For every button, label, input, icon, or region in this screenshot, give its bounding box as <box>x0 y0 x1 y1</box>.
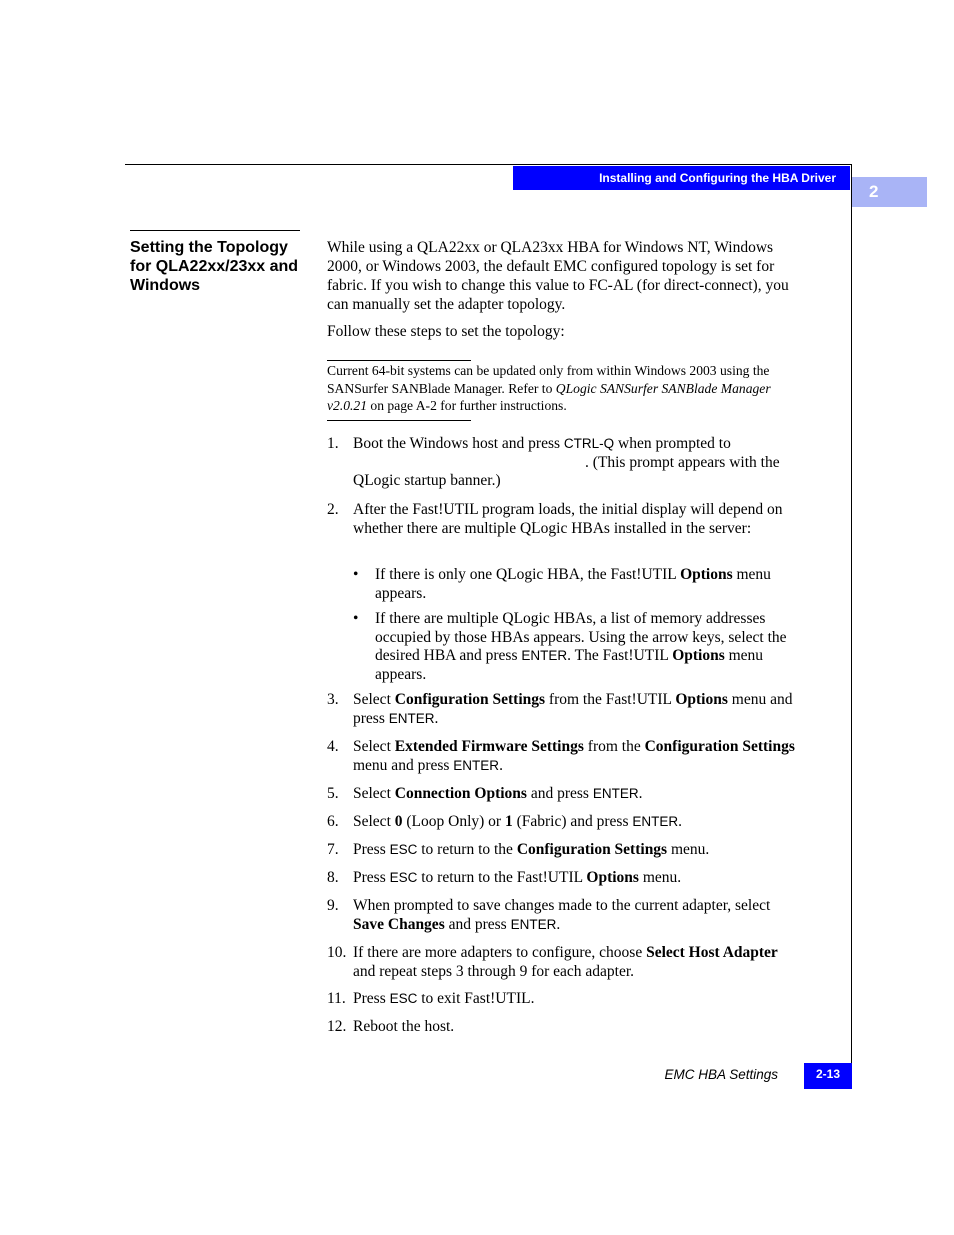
step-text <box>353 435 803 491</box>
bullet-dot: • <box>353 610 359 627</box>
step-5 <box>327 785 803 804</box>
step-number: 11. <box>327 990 346 1007</box>
note-rule-top <box>327 360 471 361</box>
step-9 <box>327 897 803 934</box>
step-text: Reboot the host. <box>353 1018 455 1035</box>
key-name: ESC <box>389 870 418 885</box>
chapter-tab: 2 <box>852 177 927 207</box>
step-text: After the Fast!UTIL program loads, the initial display will depend on whether there are multiple QLogic HBAs installed in the server: <box>353 501 783 537</box>
key-name: ESC <box>389 842 418 857</box>
step-text-part: Select <box>353 785 395 802</box>
step-text <box>353 990 803 1009</box>
margin-rule <box>851 164 852 1089</box>
step-3 <box>327 691 803 728</box>
step-text-part: . <box>499 756 503 774</box>
intro-paragraph: While using a QLA22xx or QLA23xx HBA for Windows NT, Windows 2000, or Windows 2003, the default EMC configured topology is set for fabric. If you wish to change this value to FC-AL (for direct-connect), you can manually set the adapter topology. <box>327 239 789 313</box>
step-text-part: . <box>678 813 682 830</box>
step-text <box>353 813 803 832</box>
step-text-part: Select <box>353 691 395 708</box>
step-number: 5. <box>327 785 339 802</box>
menu-name: Extended Firmware Settings <box>394 738 584 755</box>
menu-name: Options <box>680 566 733 583</box>
step-number: 1. <box>327 435 339 452</box>
menu-name: Select Host Adapter <box>646 944 778 961</box>
step-7 <box>327 841 803 860</box>
step-text-part: to return to the <box>417 841 517 858</box>
step-text-part: and press <box>526 785 593 802</box>
step-6 <box>327 813 803 832</box>
step-number: 7. <box>327 841 339 858</box>
step-text <box>353 897 803 934</box>
step-number: 6. <box>327 813 339 830</box>
step-text <box>353 738 803 775</box>
step-text-part: . <box>638 785 643 802</box>
step-text-part: Press <box>353 869 390 886</box>
step-text-part: Press <box>353 990 390 1007</box>
section-heading-rule <box>130 230 300 231</box>
step-text-part: from the Fast!UTIL <box>545 691 676 708</box>
bullet-text-part: If there is only one QLogic HBA, the Fast!UTIL <box>375 566 681 583</box>
menu-name: Configuration Settings <box>644 738 795 755</box>
step-11 <box>327 990 803 1009</box>
footer-label: EMC HBA Settings <box>664 1067 778 1082</box>
step-1 <box>327 435 803 491</box>
step-number: 10. <box>327 944 347 961</box>
step-text-part: (Loop Only) or <box>402 813 505 830</box>
bullet-text-part: menu appears. <box>375 647 764 683</box>
menu-name: Options <box>672 647 725 664</box>
key-name: ENTER <box>510 916 557 932</box>
menu-name: Options <box>586 869 639 886</box>
step-text-part: Select <box>353 738 395 755</box>
step-text-part: menu. <box>667 841 710 858</box>
key-name: CTRL-Q <box>563 436 615 451</box>
step-text-part: . (This prompt appears with the QLogic startup banner.) <box>353 453 780 489</box>
step-text-part: from the <box>583 738 645 755</box>
step-text-part: . <box>556 915 561 933</box>
step-text-part: to return to the Fast!UTIL <box>417 869 587 886</box>
bullet-text-part: . The Fast!UTIL <box>567 647 673 664</box>
menu-name: Connection Options <box>394 785 527 802</box>
note-rule-bottom <box>327 420 471 421</box>
step-number: 3. <box>327 691 339 708</box>
step-number: 4. <box>327 738 339 755</box>
step-text-part: If there are more adapters to configure, choose <box>353 944 647 961</box>
step-text-part: menu and press <box>353 756 454 774</box>
option-value: 1 <box>504 813 513 830</box>
key-name: ESC <box>389 991 418 1006</box>
bullet-text-part: If there are multiple QLogic HBAs, a list of memory addresses occupied by those HBAs appears. Using the arrow keys, select the desired HBA and press <box>375 610 787 664</box>
header-rule <box>125 164 852 165</box>
key-name: ENTER <box>632 814 679 829</box>
section-heading: Setting the Topology for QLA22xx/23xx and Windows <box>130 239 299 294</box>
key-name: ENTER <box>453 757 500 773</box>
step-12 <box>327 1018 803 1037</box>
step-text <box>353 691 803 728</box>
step-8 <box>327 869 803 888</box>
step-number: 8. <box>327 869 339 886</box>
step-text <box>353 785 803 804</box>
note-text: Current 64-bit systems can be updated only from within Windows 2003 using the SANSurfer SANBlade Manager. Refer to <box>327 363 770 396</box>
step-text-part: When prompted to save changes made to the current adapter, select <box>353 897 771 914</box>
step-text-part: . <box>434 709 439 727</box>
bullet-text-part: menu appears. <box>375 566 771 602</box>
step-text-part: to exit Fast!UTIL. <box>417 990 535 1007</box>
step-text-part: Select <box>353 813 395 830</box>
step-number: 9. <box>327 897 339 914</box>
step-text <box>353 841 803 860</box>
step-text <box>353 869 803 888</box>
key-name: ENTER <box>388 710 435 726</box>
step-text-part: when prompted to <box>614 435 731 452</box>
note-reference: QLogic SANSurfer SANBlade Manager v2.0.21 <box>327 380 771 413</box>
bullet-2 <box>353 610 803 684</box>
menu-name: Configuration Settings <box>394 691 546 708</box>
bullet-text <box>375 566 803 603</box>
step-number: 12. <box>327 1018 347 1035</box>
menu-name: Options <box>675 691 728 708</box>
bullet-dot: • <box>353 566 359 583</box>
page-number: 2-13 <box>804 1063 852 1089</box>
key-name: ENTER <box>592 786 639 801</box>
step-2 <box>327 501 803 538</box>
bullet-text <box>375 610 803 684</box>
step-text-part: and repeat steps 3 through 9 for each adapter. <box>353 962 635 980</box>
bullet-1 <box>353 566 803 603</box>
option-value: 0 <box>394 813 403 830</box>
note-text-end: on page A-2 for further instructions. <box>367 398 567 413</box>
step-10 <box>327 944 803 981</box>
note <box>327 362 805 415</box>
key-name: ENTER <box>521 648 568 663</box>
step-text-part: Boot the Windows host and press <box>353 435 564 452</box>
step-number: 2. <box>327 501 339 518</box>
step-text-part: menu and press <box>353 691 793 727</box>
follow-steps-paragraph: Follow these steps to set the topology: <box>327 323 565 340</box>
step-text-part: menu. <box>638 869 682 886</box>
step-text <box>353 944 803 981</box>
step-text-part: Press <box>353 841 390 858</box>
step-4 <box>327 738 803 775</box>
running-header: Installing and Configuring the HBA Driver <box>513 166 850 190</box>
step-text-part: (Fabric) and press <box>512 813 633 830</box>
menu-name: Configuration Settings <box>516 841 668 858</box>
step-text-part: and press <box>444 915 511 933</box>
menu-name: Save Changes <box>353 915 445 933</box>
